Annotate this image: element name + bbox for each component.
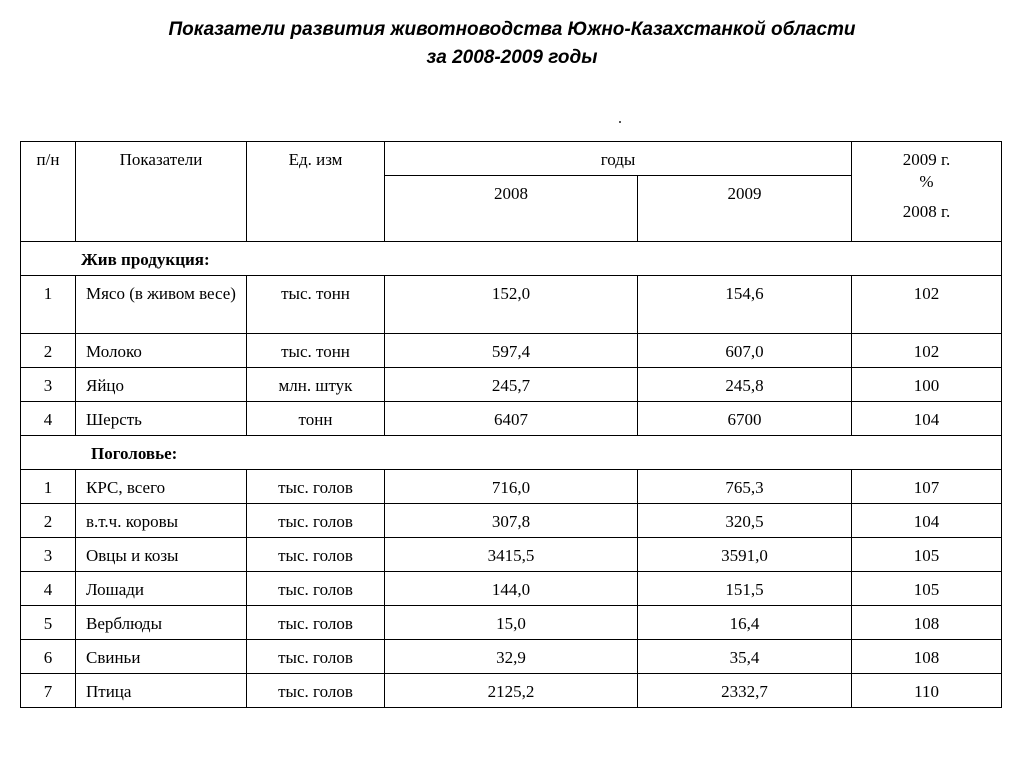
row-percent: 102 — [852, 276, 1002, 334]
table-row — [21, 572, 1002, 606]
section-title: Жив продукция: — [21, 242, 1002, 276]
row-unit: тыс. голов — [247, 504, 385, 538]
row-number: 5 — [21, 606, 76, 640]
row-value-2009: 16,4 — [638, 606, 852, 640]
row-value-2008: 2125,2 — [385, 674, 638, 708]
table-row — [21, 334, 1002, 368]
row-indicator: Мясо (в живом весе) — [76, 276, 247, 334]
row-value-2008: 32,9 — [385, 640, 638, 674]
table-row — [21, 674, 1002, 708]
row-number: 2 — [21, 504, 76, 538]
row-value-2009: 2332,7 — [638, 674, 852, 708]
table-row — [21, 402, 1002, 436]
row-indicator: КРС, всего — [76, 470, 247, 504]
header-ratio — [852, 142, 1002, 242]
section-row — [21, 242, 1002, 276]
row-indicator: Яйцо — [76, 368, 247, 402]
row-value-2009: 607,0 — [638, 334, 852, 368]
title-line-1: Показатели развития животноводства Южно-Казахстанкой области — [168, 19, 856, 40]
row-indicator: Лошади — [76, 572, 247, 606]
section-row — [21, 436, 1002, 470]
row-value-2008: 6407 — [385, 402, 638, 436]
row-number: 6 — [21, 640, 76, 674]
row-value-2009: 245,8 — [638, 368, 852, 402]
header-unit: Ед. изм — [247, 142, 385, 242]
row-percent: 110 — [852, 674, 1002, 708]
row-value-2009: 151,5 — [638, 572, 852, 606]
row-number: 3 — [21, 368, 76, 402]
row-percent: 104 — [852, 402, 1002, 436]
row-number: 4 — [21, 402, 76, 436]
row-unit: тыс. голов — [247, 606, 385, 640]
table-row — [21, 606, 1002, 640]
row-value-2008: 15,0 — [385, 606, 638, 640]
header-num: п/н — [21, 142, 76, 242]
row-number: 3 — [21, 538, 76, 572]
title-line-2: за 2008-2009 годы — [426, 47, 598, 68]
row-unit: тыс. голов — [247, 640, 385, 674]
header-ratio-mid: % — [919, 172, 934, 191]
row-percent: 108 — [852, 606, 1002, 640]
row-indicator: Овцы и козы — [76, 538, 247, 572]
header-row-1 — [21, 142, 1002, 176]
row-percent: 107 — [852, 470, 1002, 504]
row-percent: 105 — [852, 572, 1002, 606]
stray-dot — [619, 121, 621, 123]
row-unit: тыс. голов — [247, 572, 385, 606]
row-number: 4 — [21, 572, 76, 606]
row-indicator: Молоко — [76, 334, 247, 368]
row-percent: 104 — [852, 504, 1002, 538]
row-percent: 108 — [852, 640, 1002, 674]
table-row — [21, 470, 1002, 504]
header-year-2009: 2009 — [638, 176, 852, 242]
row-unit: тонн — [247, 402, 385, 436]
row-indicator: Птица — [76, 674, 247, 708]
livestock-table — [20, 141, 1002, 708]
header-indicator: Показатели — [76, 142, 247, 242]
row-value-2008: 597,4 — [385, 334, 638, 368]
row-indicator: Свиньи — [76, 640, 247, 674]
row-percent: 105 — [852, 538, 1002, 572]
section-title: Поголовье: — [21, 436, 1002, 470]
row-percent: 102 — [852, 334, 1002, 368]
header-ratio-top: 2009 г. — [902, 150, 951, 169]
table-row — [21, 504, 1002, 538]
row-unit: тыс. тонн — [247, 276, 385, 334]
row-value-2009: 6700 — [638, 402, 852, 436]
header-years: годы — [385, 142, 852, 176]
row-unit: тыс. голов — [247, 674, 385, 708]
row-unit: тыс. тонн — [247, 334, 385, 368]
row-value-2008: 144,0 — [385, 572, 638, 606]
row-indicator: Шерсть — [76, 402, 247, 436]
row-value-2008: 3415,5 — [385, 538, 638, 572]
header-year-2008: 2008 — [385, 176, 638, 242]
table-row — [21, 276, 1002, 334]
row-unit: тыс. голов — [247, 538, 385, 572]
row-value-2008: 716,0 — [385, 470, 638, 504]
row-unit: тыс. голов — [247, 470, 385, 504]
row-indicator: Верблюды — [76, 606, 247, 640]
row-number: 1 — [21, 276, 76, 334]
table-row — [21, 538, 1002, 572]
row-value-2009: 35,4 — [638, 640, 852, 674]
row-number: 2 — [21, 334, 76, 368]
row-value-2009: 3591,0 — [638, 538, 852, 572]
row-number: 1 — [21, 470, 76, 504]
row-percent: 100 — [852, 368, 1002, 402]
row-value-2009: 320,5 — [638, 504, 852, 538]
row-value-2009: 765,3 — [638, 470, 852, 504]
table-row — [21, 640, 1002, 674]
row-indicator: в.т.ч. коровы — [76, 504, 247, 538]
row-unit: млн. штук — [247, 368, 385, 402]
header-ratio-bottom: 2008 г. — [902, 202, 951, 221]
table-row — [21, 368, 1002, 402]
row-value-2008: 245,7 — [385, 368, 638, 402]
row-value-2009: 154,6 — [638, 276, 852, 334]
row-value-2008: 152,0 — [385, 276, 638, 334]
row-value-2008: 307,8 — [385, 504, 638, 538]
row-number: 7 — [21, 674, 76, 708]
